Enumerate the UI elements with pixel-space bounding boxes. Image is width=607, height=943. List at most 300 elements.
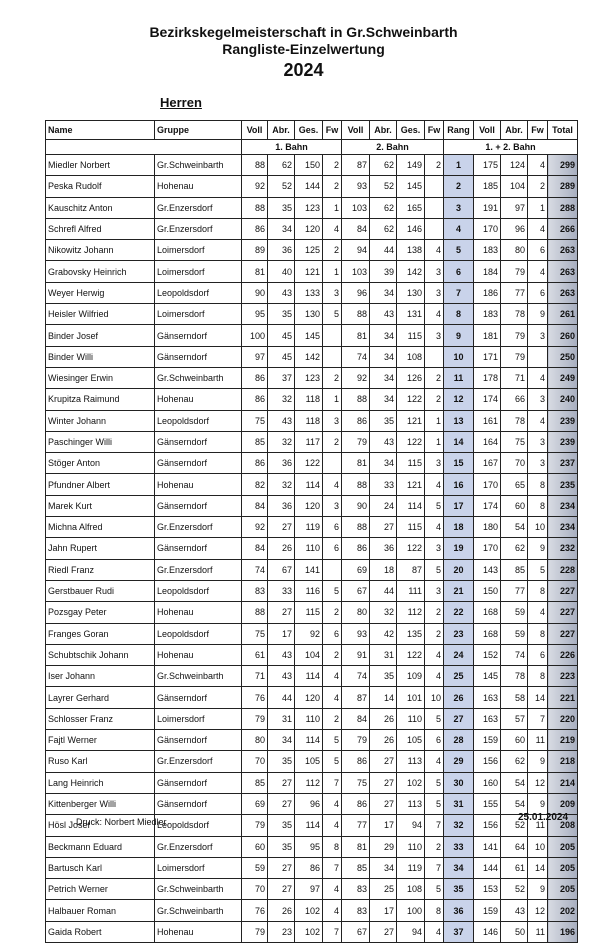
cell-rang: 37 [444,921,474,942]
cell-b2-fw: 2 [425,367,444,388]
cell-gruppe: Gr.Schweinbarth [155,900,242,921]
cell-b2-abr: 36 [370,538,397,559]
cell-b1-abr: 27 [268,602,295,623]
group-blank [46,140,242,155]
cell-b2-voll: 88 [342,474,370,495]
col-b1-ges: Ges. [295,121,323,140]
cell-b1-voll: 79 [242,921,268,942]
cell-b1-voll: 85 [242,772,268,793]
cell-b1-fw: 4 [323,793,342,814]
cell-b1-abr: 23 [268,921,295,942]
cell-b2-fw: 2 [425,155,444,176]
table-row [46,474,578,495]
cell-b2-abr: 27 [370,921,397,942]
table-row [46,580,578,601]
cell-b2-voll: 75 [342,772,370,793]
table-row [46,538,578,559]
cell-rang: 29 [444,751,474,772]
table-row [46,879,578,900]
cell-sum-abr: 77 [501,282,528,303]
col-sum-abr: Abr. [501,121,528,140]
cell-sum-abr: 50 [501,921,528,942]
cell-b1-abr: 27 [268,793,295,814]
cell-sum-voll: 156 [474,815,501,836]
cell-gruppe: Loimersdorf [155,304,242,325]
print-date: 25.01.2024 [518,812,569,823]
cell-name: Gaida Robert [46,921,155,942]
cell-total: 227 [548,580,578,601]
cell-gruppe: Leopoldsdorf [155,580,242,601]
cell-sum-abr: 60 [501,730,528,751]
cell-sum-fw: 6 [528,240,548,261]
cell-sum-abr: 96 [501,218,528,239]
cell-b2-abr: 27 [370,772,397,793]
table-row [46,155,578,176]
cell-b1-fw: 7 [323,772,342,793]
header-row [46,121,578,140]
cell-b1-fw: 2 [323,240,342,261]
cell-sum-abr: 64 [501,836,528,857]
cell-name: Miedler Norbert [46,155,155,176]
cell-total: 227 [548,602,578,623]
cell-b2-voll: 67 [342,580,370,601]
cell-b1-abr: 27 [268,879,295,900]
cell-b2-fw [425,176,444,197]
cell-sum-abr: 43 [501,900,528,921]
cell-b1-fw [323,346,342,367]
cell-name: Hösl Josef [46,815,155,836]
cell-b2-voll: 67 [342,921,370,942]
cell-rang: 21 [444,580,474,601]
cell-b2-voll: 86 [342,538,370,559]
cell-b2-fw: 7 [425,815,444,836]
cell-sum-voll: 163 [474,708,501,729]
cell-b2-fw: 2 [425,602,444,623]
cell-sum-fw: 8 [528,666,548,687]
cell-b1-abr: 17 [268,623,295,644]
table-row [46,517,578,538]
table-row [46,644,578,665]
cell-b1-ges: 114 [295,730,323,751]
cell-b1-fw: 3 [323,282,342,303]
cell-total: 239 [548,410,578,431]
cell-name: Schlosser Franz [46,708,155,729]
cell-gruppe: Gänserndorf [155,730,242,751]
cell-b2-fw: 1 [425,431,444,452]
cell-b2-ges: 145 [397,176,425,197]
cell-b2-fw: 3 [425,282,444,303]
table-row [46,197,578,218]
cell-rang: 11 [444,367,474,388]
cell-total: 221 [548,687,578,708]
col-b1-voll: Voll [242,121,268,140]
cell-sum-fw: 4 [528,261,548,282]
cell-b1-fw: 1 [323,197,342,218]
cell-rang: 4 [444,218,474,239]
cell-sum-voll: 170 [474,538,501,559]
table-row [46,389,578,410]
cell-b1-voll: 82 [242,474,268,495]
cell-b1-ges: 117 [295,431,323,452]
cell-total: 218 [548,751,578,772]
cell-b1-fw: 6 [323,623,342,644]
cell-b2-voll: 83 [342,900,370,921]
cell-sum-fw: 4 [528,367,548,388]
cell-b2-voll: 103 [342,197,370,218]
cell-sum-voll: 144 [474,857,501,878]
cell-sum-voll: 161 [474,410,501,431]
cell-b1-ges: 121 [295,261,323,282]
cell-rang: 3 [444,197,474,218]
cell-sum-abr: 54 [501,517,528,538]
cell-b2-fw: 2 [425,623,444,644]
cell-name: Halbauer Roman [46,900,155,921]
cell-b1-voll: 97 [242,346,268,367]
cell-b2-ges: 122 [397,431,425,452]
cell-b2-ges: 113 [397,751,425,772]
cell-sum-abr: 59 [501,602,528,623]
cell-name: Weyer Herwig [46,282,155,303]
cell-b1-fw: 5 [323,304,342,325]
cell-b2-abr: 52 [370,176,397,197]
cell-b2-abr: 62 [370,197,397,218]
cell-b1-abr: 27 [268,857,295,878]
cell-sum-voll: 180 [474,517,501,538]
cell-b1-voll: 84 [242,495,268,516]
cell-b2-ges: 138 [397,240,425,261]
cell-b1-fw: 4 [323,687,342,708]
cell-b1-abr: 32 [268,474,295,495]
cell-b1-ges: 120 [295,687,323,708]
cell-sum-fw: 4 [528,218,548,239]
cell-sum-abr: 74 [501,644,528,665]
cell-rang: 9 [444,325,474,346]
cell-b2-ges: 135 [397,623,425,644]
cell-sum-fw: 12 [528,772,548,793]
cell-b2-ges: 105 [397,730,425,751]
cell-name: Peska Rudolf [46,176,155,197]
cell-b1-abr: 36 [268,240,295,261]
cell-gruppe: Leopoldsdorf [155,815,242,836]
cell-b2-ges: 114 [397,495,425,516]
cell-rang: 27 [444,708,474,729]
cell-sum-fw: 5 [528,559,548,580]
cell-b2-voll: 86 [342,793,370,814]
cell-b2-fw [425,218,444,239]
cell-sum-voll: 181 [474,325,501,346]
cell-b1-ges: 150 [295,155,323,176]
cell-sum-voll: 153 [474,879,501,900]
table-row [46,282,578,303]
cell-rang: 24 [444,644,474,665]
cell-sum-abr: 97 [501,197,528,218]
cell-name: Lang Heinrich [46,772,155,793]
cell-gruppe: Gr.Enzersdorf [155,751,242,772]
title-year: 2024 [283,60,324,80]
cell-b2-fw: 6 [425,730,444,751]
cell-gruppe: Gänserndorf [155,793,242,814]
cell-b2-voll: 96 [342,282,370,303]
cell-total: 219 [548,730,578,751]
cell-total: 239 [548,431,578,452]
cell-sum-voll: 143 [474,559,501,580]
cell-b2-abr: 39 [370,261,397,282]
cell-b1-ges: 141 [295,559,323,580]
cell-total: 223 [548,666,578,687]
cell-name: Fajtl Werner [46,730,155,751]
cell-name: Pozsgay Peter [46,602,155,623]
cell-sum-fw: 2 [528,176,548,197]
col-total: Total [548,121,578,140]
cell-sum-fw: 3 [528,389,548,410]
cell-gruppe: Gänserndorf [155,325,242,346]
cell-b2-fw: 5 [425,879,444,900]
table-row [46,176,578,197]
cell-sum-abr: 58 [501,687,528,708]
cell-b2-voll: 91 [342,644,370,665]
cell-b1-fw: 7 [323,857,342,878]
cell-b2-abr: 17 [370,815,397,836]
cell-sum-abr: 52 [501,815,528,836]
cell-b2-voll: 92 [342,367,370,388]
cell-b1-ges: 86 [295,857,323,878]
cell-b1-abr: 35 [268,815,295,836]
cell-sum-fw: 7 [528,708,548,729]
cell-b2-fw: 4 [425,304,444,325]
cell-rang: 20 [444,559,474,580]
cell-sum-abr: 62 [501,751,528,772]
cell-b1-fw: 2 [323,155,342,176]
cell-name: Kittenberger Willi [46,793,155,814]
cell-b1-voll: 61 [242,644,268,665]
cell-b1-fw: 4 [323,900,342,921]
cell-b2-abr: 27 [370,517,397,538]
cell-name: Iser Johann [46,666,155,687]
group-header-row [46,140,578,155]
cell-b1-abr: 40 [268,261,295,282]
cell-total: 263 [548,261,578,282]
cell-gruppe: Gänserndorf [155,538,242,559]
cell-b2-voll: 93 [342,176,370,197]
cell-b2-voll: 74 [342,666,370,687]
cell-sum-abr: 71 [501,367,528,388]
cell-sum-voll: 174 [474,389,501,410]
cell-b1-voll: 88 [242,155,268,176]
cell-b2-voll: 85 [342,857,370,878]
cell-b1-fw [323,559,342,580]
cell-b1-voll: 71 [242,666,268,687]
cell-name: Beckmann Eduard [46,836,155,857]
cell-sum-abr: 54 [501,772,528,793]
cell-b1-ges: 102 [295,921,323,942]
table-row [46,218,578,239]
cell-b2-voll: 83 [342,879,370,900]
cell-b1-ges: 144 [295,176,323,197]
cell-b2-ges: 122 [397,389,425,410]
cell-name: Layrer Gerhard [46,687,155,708]
cell-b1-ges: 96 [295,793,323,814]
cell-b2-fw: 4 [425,751,444,772]
table-row [46,304,578,325]
cell-gruppe: Gr.Enzersdorf [155,559,242,580]
cell-b2-abr: 14 [370,687,397,708]
cell-b2-abr: 34 [370,857,397,878]
cell-b2-fw: 5 [425,793,444,814]
cell-b1-fw: 6 [323,538,342,559]
cell-b1-ges: 120 [295,218,323,239]
cell-b1-voll: 92 [242,517,268,538]
cell-sum-abr: 79 [501,346,528,367]
cell-b2-ges: 121 [397,410,425,431]
cell-sum-fw: 9 [528,879,548,900]
col-sum-voll: Voll [474,121,501,140]
cell-sum-voll: 171 [474,346,501,367]
cell-b1-fw [323,325,342,346]
cell-total: 234 [548,517,578,538]
cell-name: Michna Alfred [46,517,155,538]
cell-b1-ges: 95 [295,836,323,857]
cell-sum-abr: 62 [501,538,528,559]
cell-name: Bartusch Karl [46,857,155,878]
cell-b2-ges: 115 [397,517,425,538]
cell-b2-ges: 122 [397,644,425,665]
cell-b2-abr: 35 [370,410,397,431]
group-bahn-total: 1. + 2. Bahn [444,140,578,155]
col-b2-abr: Abr. [370,121,397,140]
cell-b2-abr: 18 [370,559,397,580]
cell-b2-abr: 33 [370,474,397,495]
cell-b2-fw: 3 [425,538,444,559]
cell-sum-fw: 9 [528,538,548,559]
cell-b1-fw: 3 [323,410,342,431]
cell-name: Franges Goran [46,623,155,644]
cell-gruppe: Loimersdorf [155,708,242,729]
cell-sum-fw: 8 [528,495,548,516]
cell-b1-abr: 36 [268,495,295,516]
cell-b2-fw: 8 [425,900,444,921]
table-row [46,367,578,388]
cell-b1-fw: 4 [323,474,342,495]
cell-b1-ges: 92 [295,623,323,644]
cell-total: 263 [548,240,578,261]
cell-b1-ges: 118 [295,389,323,410]
cell-b2-voll: 86 [342,410,370,431]
cell-b2-fw: 4 [425,666,444,687]
cell-b1-voll: 83 [242,580,268,601]
cell-sum-fw: 3 [528,453,548,474]
cell-b1-voll: 74 [242,559,268,580]
cell-sum-abr: 79 [501,261,528,282]
cell-b2-fw: 4 [425,517,444,538]
cell-name: Pfundner Albert [46,474,155,495]
cell-b2-fw: 10 [425,687,444,708]
cell-b2-abr: 44 [370,240,397,261]
cell-sum-fw: 9 [528,793,548,814]
cell-rang: 6 [444,261,474,282]
cell-sum-abr: 78 [501,666,528,687]
cell-b1-fw: 6 [323,517,342,538]
cell-name: Stöger Anton [46,453,155,474]
cell-gruppe: Hohenau [155,474,242,495]
cell-b1-ges: 123 [295,197,323,218]
section-heading: Herren [160,95,202,110]
cell-sum-voll: 170 [474,218,501,239]
cell-b2-abr: 26 [370,708,397,729]
cell-b2-voll: 81 [342,453,370,474]
cell-b2-voll: 81 [342,325,370,346]
cell-rang: 14 [444,431,474,452]
table-row [46,793,578,814]
cell-b1-fw: 1 [323,261,342,282]
cell-b2-voll: 94 [342,240,370,261]
cell-gruppe: Hohenau [155,644,242,665]
cell-total: 205 [548,857,578,878]
cell-total: 209 [548,793,578,814]
cell-b1-fw: 5 [323,580,342,601]
table-row [46,751,578,772]
table-row [46,666,578,687]
cell-b2-fw: 4 [425,474,444,495]
cell-b2-abr: 24 [370,495,397,516]
cell-name: Marek Kurt [46,495,155,516]
cell-total: 228 [548,559,578,580]
table-row [46,602,578,623]
cell-b2-fw: 4 [425,921,444,942]
cell-b1-voll: 70 [242,879,268,900]
cell-total: 299 [548,155,578,176]
table-row [46,921,578,942]
cell-total: 266 [548,218,578,239]
cell-b2-abr: 26 [370,730,397,751]
cell-b2-fw: 3 [425,325,444,346]
cell-name: Gerstbauer Rudi [46,580,155,601]
cell-b2-voll: 84 [342,218,370,239]
cell-sum-fw: 6 [528,644,548,665]
cell-b2-abr: 44 [370,580,397,601]
cell-gruppe: Leopoldsdorf [155,282,242,303]
cell-b2-abr: 34 [370,453,397,474]
cell-b2-abr: 34 [370,389,397,410]
cell-b2-fw: 3 [425,580,444,601]
cell-b1-voll: 95 [242,304,268,325]
cell-b2-ges: 112 [397,602,425,623]
cell-b2-abr: 35 [370,666,397,687]
cell-sum-voll: 185 [474,176,501,197]
cell-sum-fw: 3 [528,325,548,346]
cell-b1-voll: 85 [242,431,268,452]
cell-b1-abr: 52 [268,176,295,197]
cell-b1-voll: 76 [242,687,268,708]
cell-name: Nikowitz Johann [46,240,155,261]
cell-b2-abr: 31 [370,644,397,665]
cell-rang: 36 [444,900,474,921]
cell-b1-ges: 97 [295,879,323,900]
cell-b1-fw: 1 [323,389,342,410]
cell-sum-voll: 155 [474,793,501,814]
cell-b2-abr: 42 [370,623,397,644]
group-bahn-2: 2. Bahn [342,140,444,155]
cell-sum-abr: 65 [501,474,528,495]
cell-name: Heisler Wilfried [46,304,155,325]
cell-sum-abr: 78 [501,304,528,325]
cell-b1-voll: 86 [242,367,268,388]
cell-b2-voll: 87 [342,155,370,176]
cell-name: Schrefl Alfred [46,218,155,239]
cell-sum-fw: 10 [528,836,548,857]
cell-rang: 15 [444,453,474,474]
cell-b2-ges: 110 [397,708,425,729]
cell-b2-voll: 69 [342,559,370,580]
